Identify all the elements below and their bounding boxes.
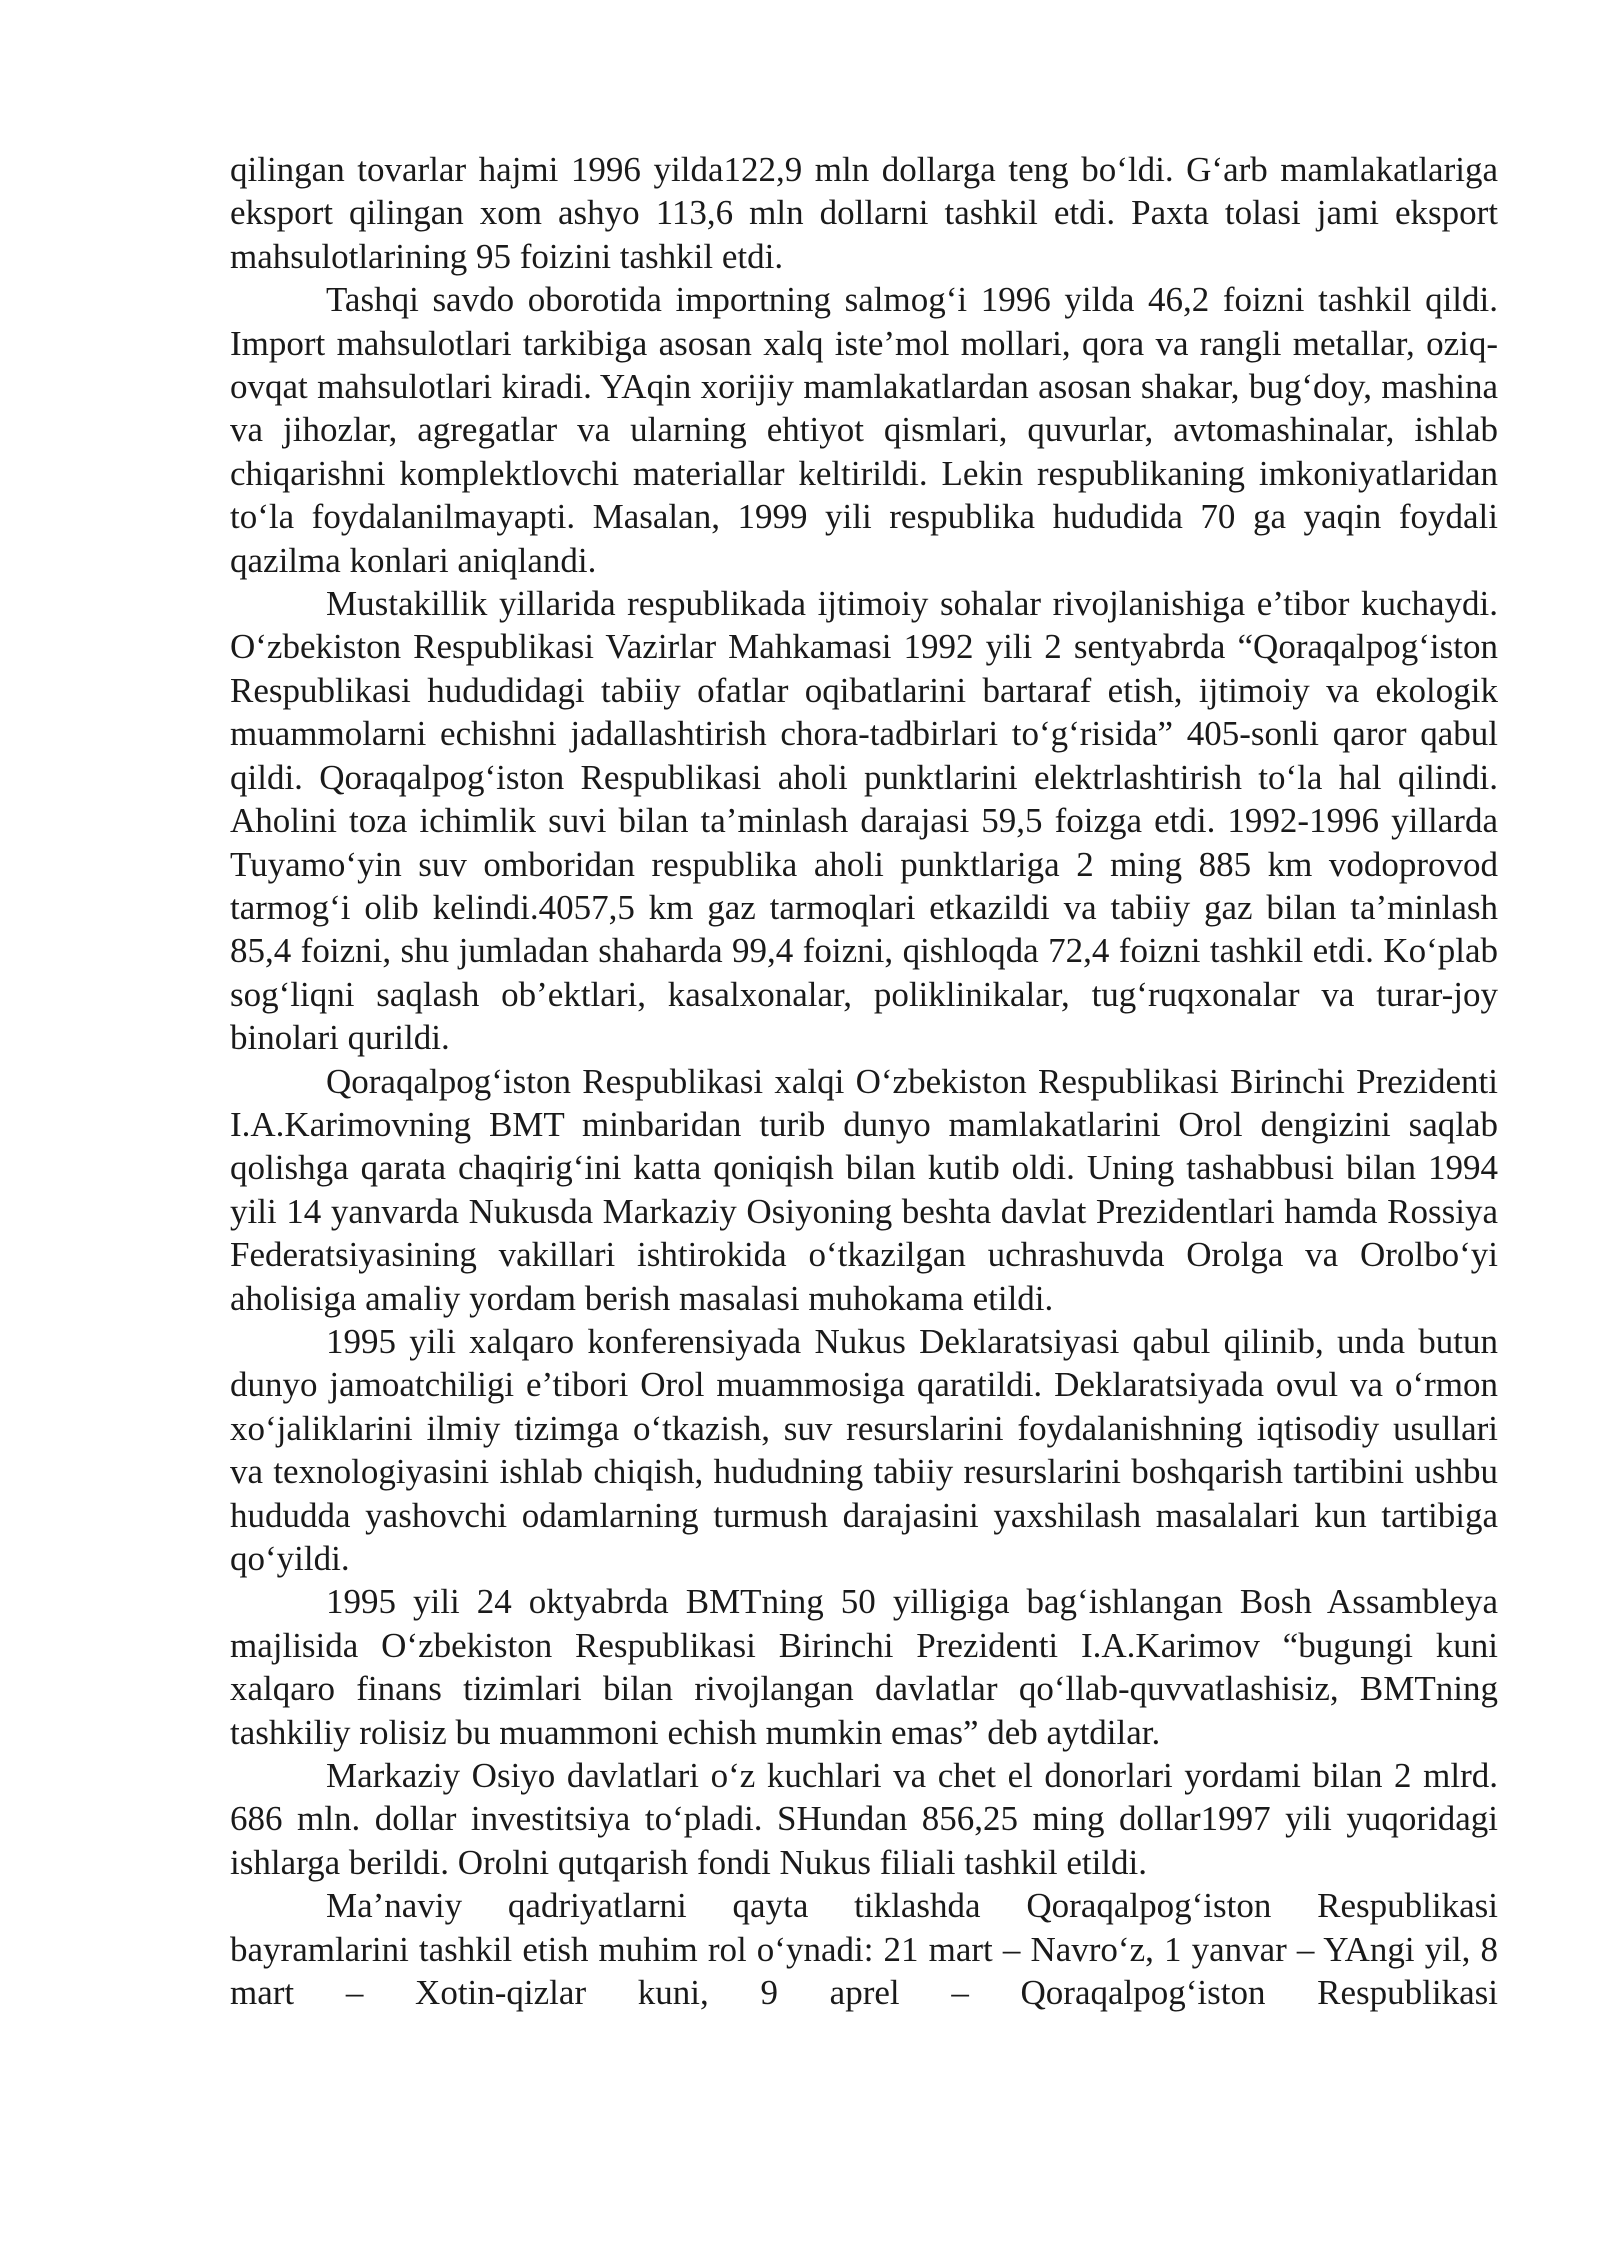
paragraph-8: Ma’naviy qadriyatlarni qayta tiklashda Qoraqalpog‘iston Respublikasi bayramlarini tashkil etish muhim rol o‘ynadi: 21 mart – Navro‘z, 1 yanvar – YAngi yil, 8 mart – Xotin-qizlar kuni, 9 aprel – Qoraqalpog‘iston Respublikasi [230,1886,1498,2013]
paragraph-3: Mustakillik yillarida respublikada ijtimoiy sohalar rivojlanishiga e’tibor kuchaydi. O‘zbekiston Respublikasi Vazirlar Mahkamasi 1992 yili 2 sentyabrda “Qoraqalpog‘iston Respublikasi hududidagi tabiiy ofatlar oqibatlarini bartaraf etish, ijtimoiy va ekologik muammolarni echishni jadallashtirish chora-tadbirlari to‘g‘risida” 405-sonli qaror qabul qildi. Qoraqalpog‘iston Respublikasi aholi punktlarini elektrlashtirish to‘la hal qilindi. Aholini toza ichimlik suvi bilan ta’minlash darajasi 59,5 foizga etdi. 1992-1996 yillarda Tuyamo‘yin suv omboridan respublika aholi punktlariga 2 ming 885 km vodoprovod tarmog‘i olib kelindi.4057,5 km gaz tarmoqlari etkazildi va tabiiy gaz bilan ta’minlash 85,4 foizni, shu jumladan shaharda 99,4 foizni, qishloqda 72,4 foizni tashkil etdi. Ko‘plab sog‘liqni saqlash ob’ektlari, kasalxonalar, poliklinikalar, tug‘ruqxonalar va turar-joy binolari qurildi. [230,584,1498,1058]
paragraph-1: qilingan tovarlar hajmi 1996 yilda122,9 mln dollarga teng bo‘ldi. G‘arb mamlakatlariga eksport qilingan xom ashyo 113,6 mln dollarni tashkil etdi. Paxta tolasi jami eksport mahsulotlarining 95 foizini tashkil etdi. [230,150,1498,276]
paragraph-4: Qoraqalpog‘iston Respublikasi xalqi O‘zbekiston Respublikasi Birinchi Prezidenti I.A.Karimovning BMT minbaridan turib dunyo mamlakatlarini Orol dengizini saqlab qolishga qarata chaqirig‘ini katta qoniqish bilan kutib oldi. Uning tashabbusi bilan 1994 yili 14 yanvarda Nukusda Markaziy Osiyoning beshta davlat Prezidentlari hamda Rossiya Federatsiyasining vakillari ishtirokida o‘tkazilgan uchrashuvda Orolga va Orolbo‘yi aholisiga amaliy yordam berish masalasi muhokama etildi. [230,1061,1498,1318]
paragraph-6: 1995 yili 24 oktyabrda BMTning 50 yilligiga bag‘ishlangan Bosh Assambleya majlisida O‘zbekiston Respublikasi Birinchi Prezidenti I.A.Karimov “bugungi kuni xalqaro finans tizimlari bilan rivojlangan davlatlar qo‘llab-quvvatlashisiz, BMTning tashkiliy rolisiz bu muammoni echish mumkin emas” deb aytdilar. [230,1582,1498,1752]
paragraph-7: Markaziy Osiyo davlatlari o‘z kuchlari va chet el donorlari yordami bilan 2 mlrd. 686 mln. dollar investitsiya to‘pladi. SHundan 856,25 ming dollar1997 yili yuqoridagi ishlarga berildi. Orolni qutqarish fondi Nukus filiali tashkil etildi. [230,1756,1498,1882]
paragraph-2: Tashqi savdo oborotida importning salmog‘i 1996 yilda 46,2 foizni tashkil qildi. Import mahsulotlari tarkibiga asosan xalq iste’mol mollari, qora va rangli metallar, oziq-ovqat mahsulotlari kiradi. YAqin xorijiy mamlakatlardan asosan shakar, bug‘doy, mashina va jihozlar, agregatlar va ularning ehtiyot qismlari, quvurlar, avtomashinalar, ishlab chiqarishni komplektlovchi materiallar keltirildi. Lekin respublikaning imkoniyatlaridan to‘la foydalanilmayapti. Masalan, 1999 yili respublika hududida 70 ga yaqin foydali qazilma konlari aniqlandi. [230,280,1498,580]
paragraph-5: 1995 yili xalqaro konferensiyada Nukus Deklaratsiyasi qabul qilinib, unda butun dunyo jamoatchiligi e’tibori Orol muammosiga qaratildi. Deklaratsiyada ovul va o‘rmon xo‘jaliklarini ilmiy tizimga o‘tkazish, suv resurslarini foydalanishning iqtisodiy usullari va texnologiyasini ishlab chiqish, hududning tabiiy resurslarini boshqarish tartibini ushbu hududda yashovchi odamlarning turmush darajasini yaxshilash masalalari kun tartibiga qo‘yildi. [230,1321,1498,1578]
document-body [230,148,1498,2014]
